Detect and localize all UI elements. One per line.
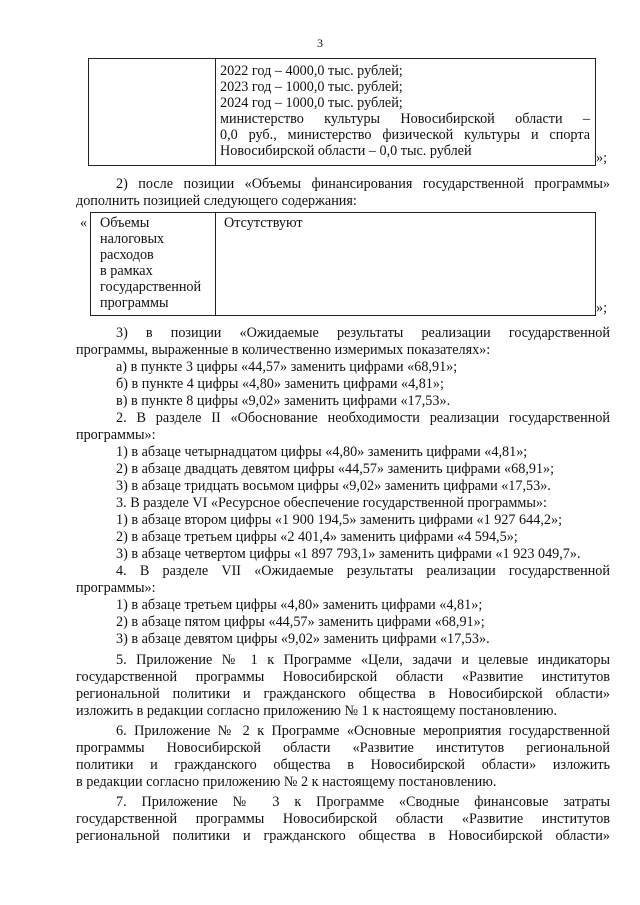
body-line: в редакции согласно приложению № 2 к настоящему постановлению. <box>76 774 497 790</box>
paragraph-line: дополнить позицией следующего содержания: <box>76 193 357 209</box>
body-line: программы»: <box>76 580 156 596</box>
body-line: 3. В разделе VI «Ресурсное обеспечение государственной программы»: <box>116 495 547 511</box>
body-line: а) в пункте 3 цифры «44,57» заменить цифрами «68,91»; <box>116 359 458 375</box>
body-line: 5. Приложение № 1 к Программе «Цели, задачи и целевые индикаторы <box>116 652 610 668</box>
table-cell-line: Объемы <box>100 215 150 231</box>
tax-expenditure-table <box>90 212 596 316</box>
body-line: региональной политики и гражданского общества в Новосибирской области» <box>76 686 610 702</box>
table2-open-mark: « <box>80 215 88 231</box>
body-line: 3) в абзаце четвертом цифры «1 897 793,1» заменить цифрами «1 923 049,7». <box>116 546 581 562</box>
body-line: 6. Приложение № 2 к Программе «Основные мероприятия государственной <box>116 723 610 739</box>
table-cell-line: в рамках <box>100 263 153 279</box>
table1-close-mark: »; <box>596 150 608 166</box>
body-line: б) в пункте 4 цифры «4,80» заменить цифрами «4,81»; <box>116 376 444 392</box>
body-line: 7. Приложение № 3 к Программе «Сводные финансовые затраты <box>116 794 610 810</box>
table-row: 2024 год – 1000,0 тыс. рублей; <box>220 95 403 111</box>
table-row: Новосибирской области – 0,0 тыс. рублей <box>220 143 472 159</box>
financing-cell <box>220 63 590 159</box>
page-number: 3 <box>317 36 323 50</box>
body-line: 2) в абзаце пятом цифры «44,57» заменить цифрами «68,91»; <box>116 614 485 630</box>
paragraph-line: 2) после позиции «Объемы финансирования государственной программы» <box>116 176 610 192</box>
body-line: 3) в позиции «Ожидаемые результаты реализации государственной <box>116 325 610 341</box>
table-cell-line: расходов <box>100 247 154 263</box>
body-line: 2) в абзаце третьем цифры «2 401,4» заменить цифрами «4 594,5»; <box>116 529 518 545</box>
body-line: 1) в абзаце третьем цифры «4,80» заменить цифрами «4,81»; <box>116 597 483 613</box>
table-row: 0,0 руб., министерство физической культуры и спорта <box>220 127 590 143</box>
table2-close-mark: »; <box>596 300 608 316</box>
table-row: 2023 год – 1000,0 тыс. рублей; <box>220 79 403 95</box>
table-row: министерство культуры Новосибирской области – <box>220 111 590 127</box>
body-line: 1) в абзаце втором цифры «1 900 194,5» заменить цифрами «1 927 644,2»; <box>116 512 563 528</box>
table-cell-line: государственной <box>100 279 202 295</box>
body-line: 4. В разделе VII «Ожидаемые результаты реализации государственной <box>116 563 610 579</box>
table-cell-line: налоговых <box>100 231 165 247</box>
body-line: государственной программы Новосибирской области «Развитие институтов <box>76 811 610 827</box>
tax-expenditure-label-cell <box>100 215 201 311</box>
body-line: государственной программы Новосибирской области «Развитие институтов <box>76 669 610 685</box>
tax-expenditure-value-cell <box>224 215 303 231</box>
body-line: программы»: <box>76 427 156 443</box>
body-line: 1) в абзаце четырнадцатом цифры «4,80» заменить цифрами «4,81»; <box>116 444 528 460</box>
financing-table <box>88 58 596 166</box>
body-line: 3) в абзаце тридцать восьмом цифры «9,02» заменить цифрами «17,53». <box>116 478 551 494</box>
body-line: политики и гражданского общества в Новосибирской области» изложить <box>76 757 610 773</box>
body-line: 3) в абзаце девятом цифры «9,02» заменить цифрами «17,53». <box>116 631 490 647</box>
table-row: 2022 год – 4000,0 тыс. рублей; <box>220 63 403 79</box>
body-line: изложить в редакции согласно приложению № 1 к настоящему постановлению. <box>76 703 558 719</box>
body-line: региональной политики и гражданского общества в Новосибирской области» <box>76 828 610 844</box>
body-line: программы Новосибирской области «Развитие институтов региональной <box>76 740 610 756</box>
body-line: программы, выраженные в количественно измеримых показателях»: <box>76 342 491 358</box>
body-line: в) в пункте 8 цифры «9,02» заменить цифрами «17,53». <box>116 393 451 409</box>
table-cell-value: Отсутствуют <box>224 215 303 231</box>
body-line: 2. В разделе II «Обоснование необходимости реализации государственной <box>116 410 610 426</box>
table-cell-line: программы <box>100 295 169 311</box>
body-line: 2) в абзаце двадцать девятом цифры «44,57» заменить цифрами «68,91»; <box>116 461 555 477</box>
